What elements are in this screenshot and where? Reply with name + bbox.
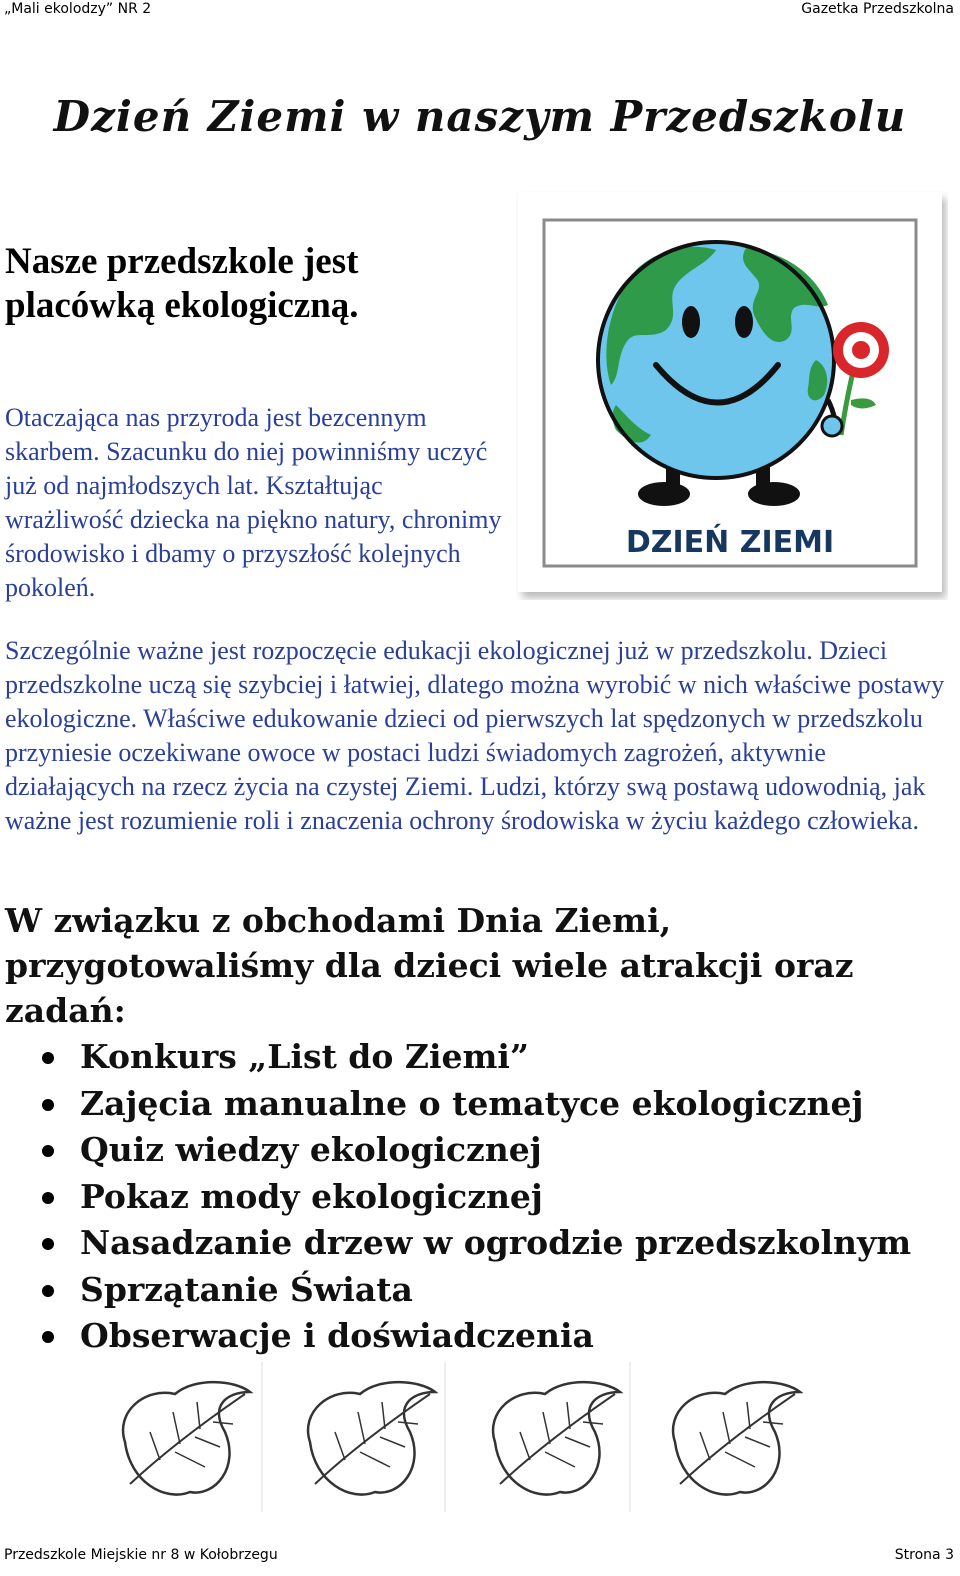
page-footer [4, 1547, 954, 1563]
leaves-decoration [90, 1362, 830, 1512]
list-item: Zajęcia manualne o tematyce ekologicznej [0, 1081, 911, 1128]
flower-center [852, 341, 870, 359]
header-left: „Mali ekolodzy” NR 2 [4, 1, 152, 17]
poster-caption: DZIEŃ ZIEMI [625, 525, 835, 560]
footer-left: Przedszkole Miejskie nr 8 w Kołobrzegu [4, 1547, 278, 1563]
eye-left [682, 306, 700, 338]
task-list [0, 1034, 911, 1360]
leaf-icon [673, 1382, 800, 1494]
intro-heading: Nasze przedszkole jest placówką ekologiczną. [5, 241, 359, 326]
header-right: Gazetka Przedszkolna [801, 1, 954, 17]
list-item: Sprzątanie Świata [0, 1267, 911, 1314]
intro-paragraph: Otaczająca nas przyroda jest bezcennym skarbem. Szacunku do niej powinniśmy uczyć już od najmłodszych lat. Kształtując wrażliwość dziecka na piękno natury, chronimy środowisko i dbamy o przyszłość kolejnych pokoleń. [5, 403, 502, 602]
page-title: Dzień Ziemi w naszym Przedszkolu [53, 92, 907, 141]
earth-day-poster [516, 190, 948, 600]
list-item: Nasadzanie drzew w ogrodzie przedszkolnym [0, 1220, 911, 1267]
earth-day-illustration [516, 190, 948, 600]
list-item: Pokaz mody ekologicznej [0, 1174, 911, 1221]
eye-right [735, 306, 753, 338]
list-item: Quiz wiedzy ekologicznej [0, 1127, 911, 1174]
leaf-icon [123, 1382, 250, 1494]
page-header [4, 1, 954, 17]
body-paragraph: Szczególnie ważne jest rozpoczęcie edukacji ekologicznej już w przedszkolu. Dzieci przedszkolne uczą się szybciej i łatwiej, dlatego można wyrobić w nich właściwe postawy ekologiczne. Właściwe edukowanie dzieci od pierwszych lat spędzonych w przedszkolu przyniesie oczekiwane owoce w postaci ludzi świadomych zagrożeń, aktywnie działających na rzecz życia na czystej Ziemi. Ludzi, którzy swą postawą udowodnią, jak ważne jest rozumienie roli i znaczenia ochrony środowiska w życiu każdego człowieka. [5, 636, 945, 835]
section-heading: W związku z obchodami Dnia Ziemi, przygotowaliśmy dla dzieci wiele atrakcji oraz zadań: [5, 901, 854, 1030]
leaf-icon [493, 1382, 620, 1494]
page-number: Strona 3 [894, 1547, 954, 1563]
list-item: Konkurs „List do Ziemi” [0, 1034, 911, 1081]
list-item: Obserwacje i doświadczenia [0, 1313, 911, 1360]
leaf-icon [308, 1382, 435, 1494]
globe-icon [598, 242, 834, 478]
